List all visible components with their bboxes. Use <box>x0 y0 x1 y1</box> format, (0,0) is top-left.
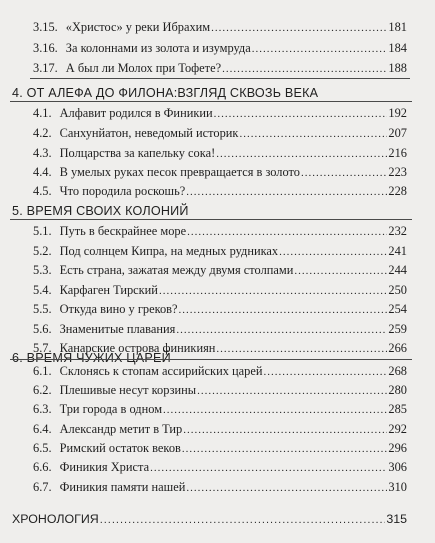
entry-title: Александр метит в Тир <box>59 422 183 436</box>
dot-leader <box>252 40 388 58</box>
entry-title: А был ли Молох при Тофете? <box>65 61 222 75</box>
entry-page: 296 <box>388 441 407 455</box>
entry-title: ХРОНОЛОГИЯ <box>12 512 99 526</box>
toc-entry <box>33 362 407 380</box>
section-divider <box>30 78 410 79</box>
entry-title: Алфавит родился в Финикии <box>59 106 213 120</box>
dot-leader <box>163 401 387 419</box>
toc-entry-chronology <box>12 510 407 528</box>
toc-entry <box>33 124 407 142</box>
toc-entry <box>33 242 407 260</box>
entry-page: 181 <box>388 20 407 34</box>
dot-leader <box>263 363 387 381</box>
toc-entry <box>33 300 407 318</box>
entry-title: Канарские острова финикиян <box>59 341 216 355</box>
toc-entry <box>33 420 407 438</box>
entry-title: Карфаген Тирский <box>59 283 158 297</box>
entry-page: 315 <box>386 512 407 526</box>
section-divider <box>10 219 412 220</box>
toc-entry <box>33 182 407 200</box>
entry-title: Склонясь к стопам ассирийских царей <box>59 364 263 378</box>
entry-number: 6.1. <box>33 364 52 378</box>
entry-page: 259 <box>388 322 407 336</box>
entry-page: 216 <box>388 146 407 160</box>
toc-entry <box>33 281 407 299</box>
dot-leader <box>239 125 387 143</box>
entry-number: 5.5. <box>33 302 52 316</box>
toc-entry <box>33 400 407 418</box>
dot-leader <box>301 164 387 182</box>
entry-title: Что породила роскошь? <box>59 184 186 198</box>
entry-number: 4.4. <box>33 165 52 179</box>
toc-entry <box>33 59 407 77</box>
dot-leader <box>186 183 387 201</box>
entry-page: 285 <box>388 402 407 416</box>
toc-entry <box>33 39 407 57</box>
section-heading: 6. ВРЕМЯ ЧУЖИХ ЦАРЕЙ <box>12 351 171 365</box>
entry-number: 6.7. <box>33 480 52 494</box>
entry-page: 207 <box>388 126 407 140</box>
entry-number: 5.3. <box>33 263 52 277</box>
dot-leader <box>100 511 386 529</box>
entry-title: Есть страна, зажатая между двумя столпами <box>59 263 294 277</box>
dot-leader <box>211 19 387 37</box>
toc-entry <box>33 320 407 338</box>
section-divider <box>10 101 412 102</box>
dot-leader <box>159 282 387 300</box>
toc-entry <box>33 381 407 399</box>
entry-title: «Христос» у реки Ибрахим <box>65 20 211 34</box>
entry-number: 4.2. <box>33 126 52 140</box>
dot-leader <box>179 301 388 319</box>
dot-leader <box>183 421 387 439</box>
entry-title: Финикия Христа <box>59 460 150 474</box>
toc-entry <box>33 104 407 122</box>
entry-number: 3.17. <box>33 61 58 75</box>
entry-page: 223 <box>388 165 407 179</box>
entry-number: 5.7. <box>33 341 52 355</box>
dot-leader <box>222 60 387 78</box>
entry-number: 4.3. <box>33 146 52 160</box>
dot-leader <box>150 459 387 477</box>
entry-title: Санхунйатон, неведомый историк <box>59 126 239 140</box>
entry-number: 3.16. <box>33 41 58 55</box>
entry-page: 306 <box>388 460 407 474</box>
entry-number: 5.6. <box>33 322 52 336</box>
entry-number: 6.6. <box>33 460 52 474</box>
entry-title: Полцарства за капельку сока! <box>59 146 216 160</box>
section-heading: 5. ВРЕМЯ СВОИХ КОЛОНИЙ <box>12 204 189 218</box>
entry-title: Финикия памяти нашей <box>59 480 186 494</box>
entry-title: Путь в бескрайнее море <box>59 224 187 238</box>
entry-page: 241 <box>388 244 407 258</box>
entry-page: 232 <box>388 224 407 238</box>
toc-entry <box>33 144 407 162</box>
entry-page: 192 <box>388 106 407 120</box>
dot-leader <box>182 440 388 458</box>
entry-page: 254 <box>388 302 407 316</box>
entry-number: 6.4. <box>33 422 52 436</box>
dot-leader <box>294 262 387 280</box>
dot-leader <box>279 243 387 261</box>
toc-entry <box>33 163 407 181</box>
dot-leader <box>216 145 387 163</box>
dot-leader <box>187 223 387 241</box>
entry-page: 250 <box>388 283 407 297</box>
section-heading: 4. ОТ АЛЕФА ДО ФИЛОНА:ВЗГЛЯД СКВОЗЬ ВЕКА <box>12 86 319 100</box>
entry-number: 5.2. <box>33 244 52 258</box>
toc-entry <box>33 18 407 36</box>
entry-number: 4.5. <box>33 184 52 198</box>
entry-title: В умелых руках песок превращается в золото <box>59 165 300 179</box>
entry-title: Знаменитые плавания <box>59 322 176 336</box>
toc-entry <box>33 478 407 496</box>
toc-entry <box>33 261 407 279</box>
entry-page: 244 <box>388 263 407 277</box>
entry-title: Три города в одном <box>59 402 163 416</box>
entry-title: Римский остаток веков <box>59 441 181 455</box>
entry-page: 184 <box>388 41 407 55</box>
section-divider <box>10 359 412 360</box>
entry-page: 268 <box>388 364 407 378</box>
entry-title: За колоннами из золота и изумруда <box>65 41 251 55</box>
entry-number: 5.4. <box>33 283 52 297</box>
entry-number: 6.3. <box>33 402 52 416</box>
dot-leader <box>176 321 387 339</box>
toc-entry <box>33 458 407 476</box>
toc-entry <box>33 222 407 240</box>
entry-page: 292 <box>388 422 407 436</box>
dot-leader <box>186 479 387 497</box>
entry-title: Под солнцем Кипра, на медных рудниках <box>59 244 279 258</box>
entry-page: 228 <box>388 184 407 198</box>
entry-number: 4.1. <box>33 106 52 120</box>
entry-title: Плешивые несут корзины <box>59 383 197 397</box>
entry-number: 6.5. <box>33 441 52 455</box>
entry-number: 6.2. <box>33 383 52 397</box>
dot-leader <box>197 382 387 400</box>
toc-entry <box>33 439 407 457</box>
entry-number: 3.15. <box>33 20 58 34</box>
entry-title: Откуда вино у греков? <box>59 302 178 316</box>
entry-page: 310 <box>388 480 407 494</box>
entry-page: 280 <box>388 383 407 397</box>
entry-number: 5.1. <box>33 224 52 238</box>
entry-page: 266 <box>388 341 407 355</box>
entry-page: 188 <box>388 61 407 75</box>
dot-leader <box>214 105 388 123</box>
